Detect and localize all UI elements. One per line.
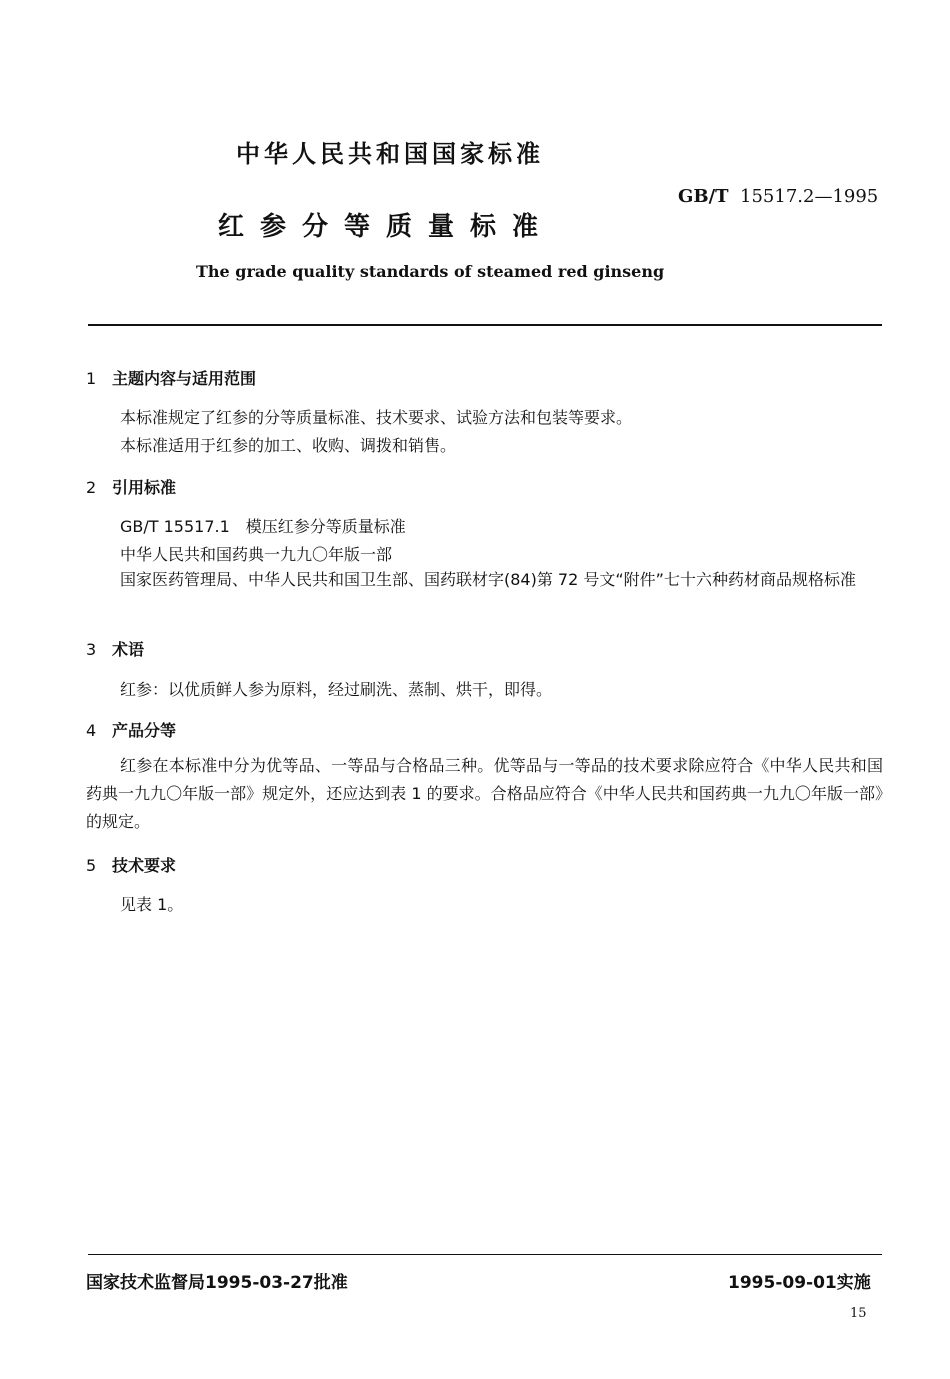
implementation-date: 1995-09-01实施 <box>728 1273 871 1293</box>
section-4-wrapped-paragraph: 红参在本标准中分为优等品、一等品与合格品三种。优等品与一等品的技术要求除应符合《中华人民共和国药典一九九〇年版一部》规定外，还应达到表 1 的要求。合格品应符合《中华人民共和国药典一九九〇年版一部》的规定。 <box>86 756 883 831</box>
footer-divider <box>88 1254 882 1255</box>
standard-code-prefix: GB/T <box>678 186 729 207</box>
national-standard-heading: 中华人民共和国国家标准 <box>236 140 544 168</box>
section-2-heading <box>86 475 176 498</box>
section-5-heading <box>86 853 176 876</box>
section-1-line-2: 本标准适用于红参的加工、收购、调拨和销售。 <box>120 436 457 455</box>
document-title-english: The grade quality standards of steamed red ginseng <box>196 262 665 281</box>
section-title: 术语 <box>112 640 145 659</box>
document-title: 红参分等质量标准 <box>218 212 555 242</box>
section-number: 3 <box>86 640 97 659</box>
section-number: 2 <box>86 478 97 497</box>
standard-code-number: 15517.2—1995 <box>740 186 879 207</box>
section-title: 主题内容与适用范围 <box>112 369 257 388</box>
section-3-line-1: 红参：以优质鲜人参为原料，经过刷洗、蒸制、烘干，即得。 <box>120 680 553 699</box>
section-2-line-1: GB/T 15517.1 模压红参分等质量标准 <box>120 517 406 536</box>
section-4-heading <box>86 718 176 741</box>
section-title: 产品分等 <box>112 721 177 740</box>
section-5-line-1: 见表 1。 <box>120 895 184 914</box>
section-title: 技术要求 <box>112 856 177 875</box>
header-divider <box>88 324 882 326</box>
section-2-wrapped-paragraph: 国家医药管理局、中华人民共和国卫生部、国药联材字(84)第 72 号文“附件”七十六种药材商品规格标准 <box>120 570 856 589</box>
standard-code <box>678 186 878 207</box>
section-number: 4 <box>86 721 97 740</box>
page-number: 15 <box>850 1306 867 1321</box>
approval-date: 国家技术监督局1995-03-27批准 <box>86 1273 348 1293</box>
section-1-heading <box>86 366 256 389</box>
section-3-heading <box>86 637 144 660</box>
section-number: 1 <box>86 369 97 388</box>
section-1-line-1: 本标准规定了红参的分等质量标准、技术要求、试验方法和包装等要求。 <box>120 408 633 427</box>
section-number: 5 <box>86 856 97 875</box>
section-2-line-2: 中华人民共和国药典一九九〇年版一部 <box>120 545 393 564</box>
section-title: 引用标准 <box>112 478 177 497</box>
